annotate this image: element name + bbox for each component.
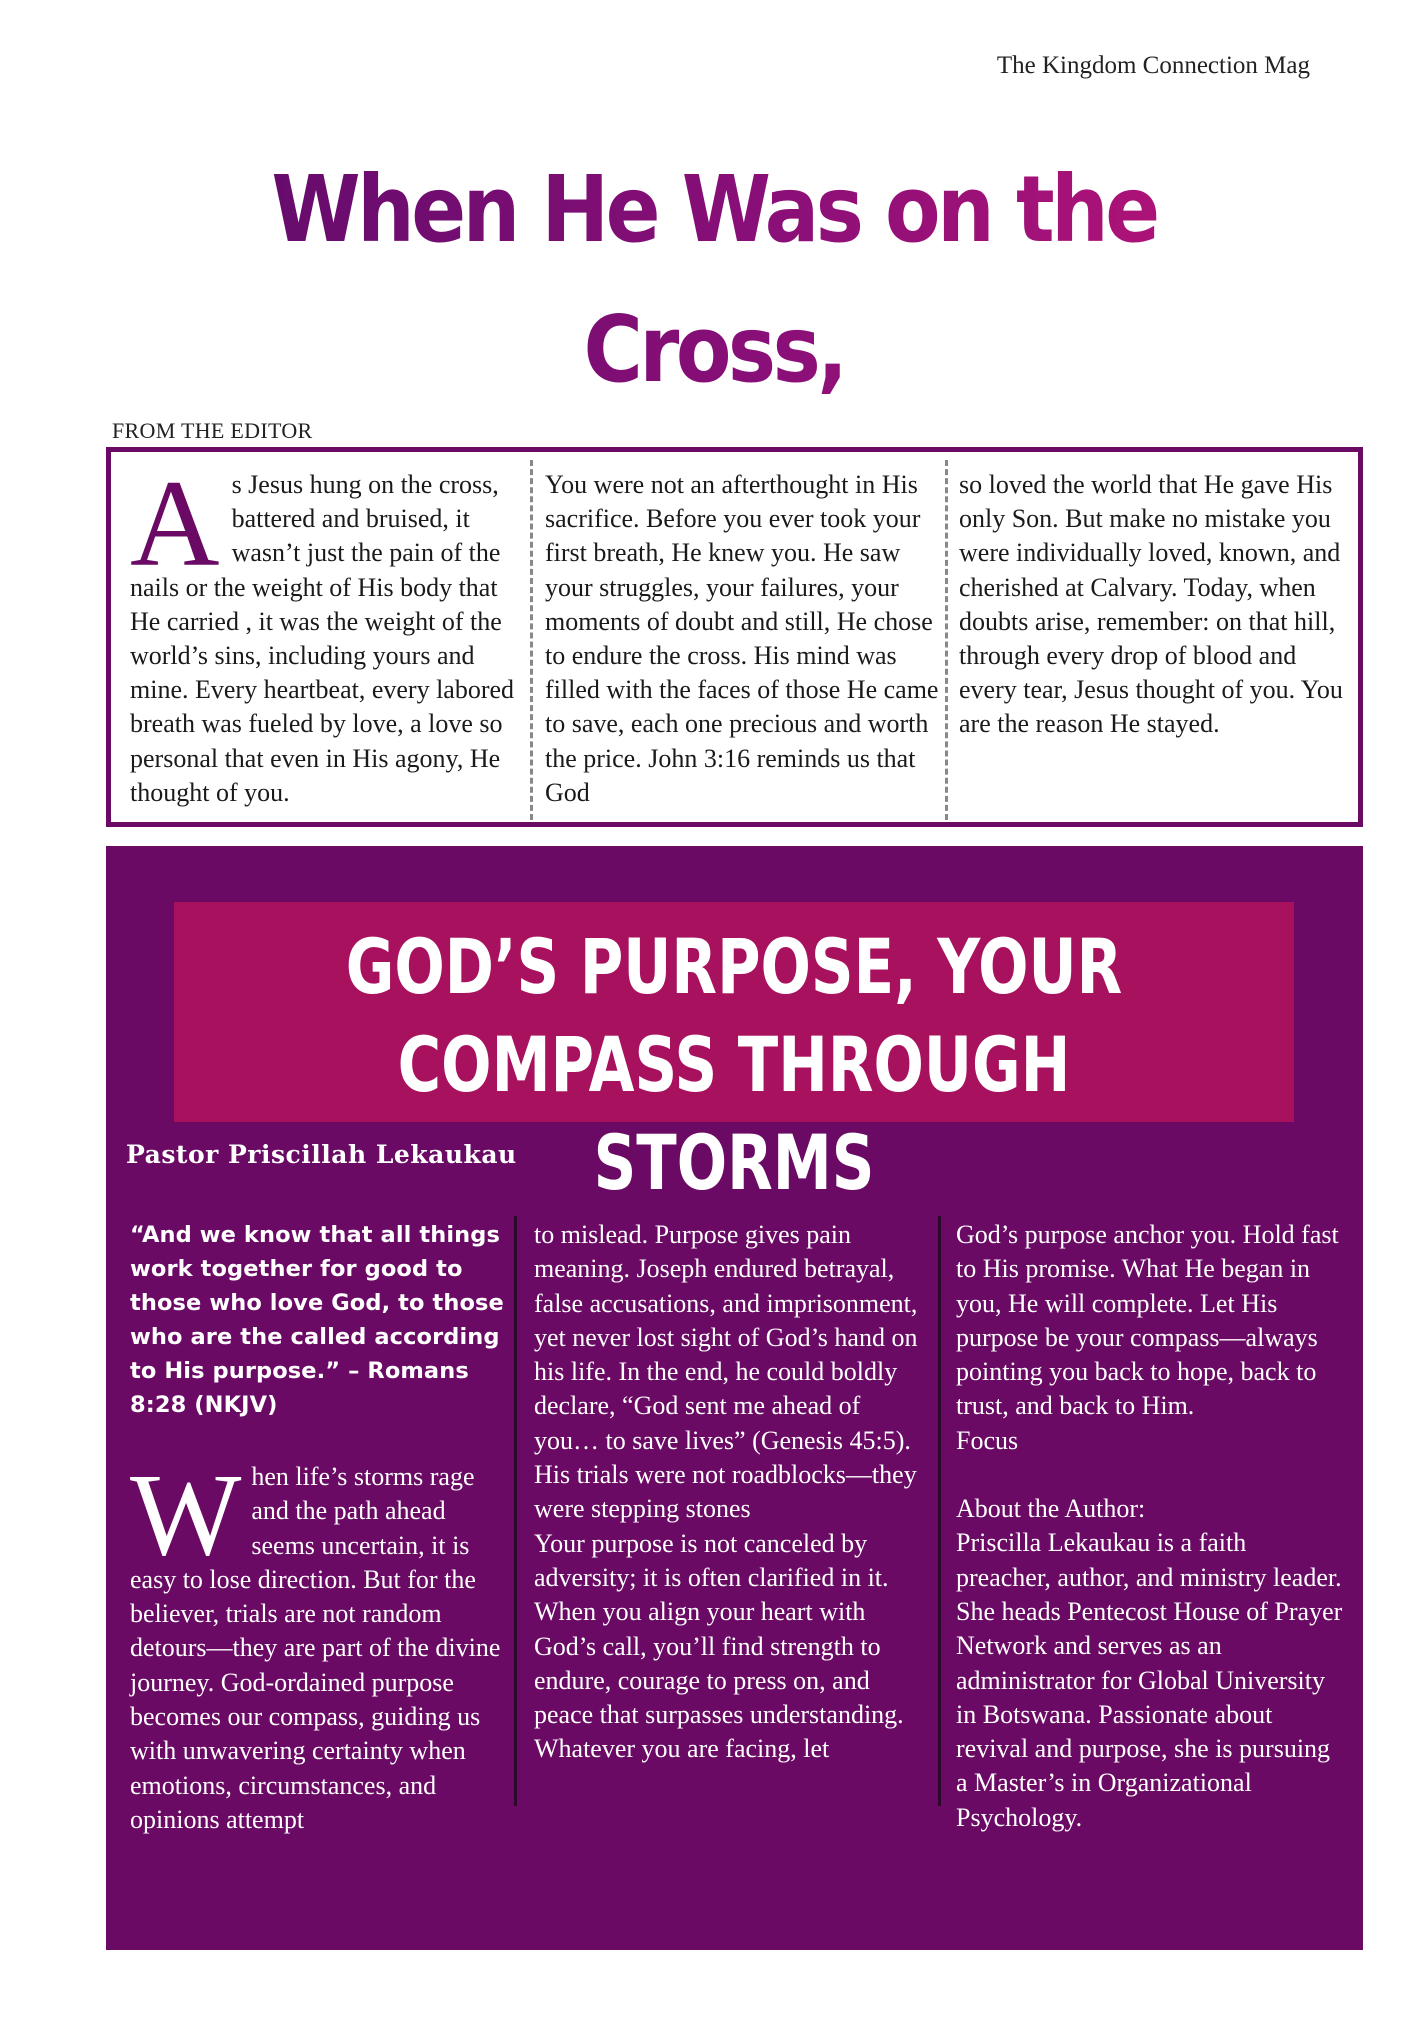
- author-byline: Pastor Priscillah Lekaukau: [126, 1140, 517, 1169]
- column-divider: [514, 1216, 517, 1806]
- editorial-title-line-1: When He Was on the Cross,: [271, 156, 1157, 403]
- feature-column-1: [130, 1218, 510, 1938]
- editorial-col3-text: so loved the world that He gave His only Son. But make no mistake you were individually loved, known, and cherished at Calvary. Today, when doubts arise, remember: on that hill, through every drop of blood and every tear, Jesus thought of you. You are the reason He stayed.: [959, 470, 1343, 739]
- editorial-column-3: [959, 468, 1355, 813]
- feature-article: [106, 846, 1363, 1950]
- dropcap: A: [130, 455, 220, 592]
- scripture-quote: “And we know that all things work together for good to those who love God, to those who are the called according to His purpose.” – Romans 8:28 (NKJV): [130, 1222, 504, 1418]
- feature-col3-para-1: God’s purpose anchor you. Hold fast to His promise. What He began in you, He will complete. Let His purpose be your compass—always pointing you back to hope, back to trust, and back to Him.: [956, 1220, 1339, 1421]
- feature-col2-para-3: Whatever you are facing, let: [534, 1734, 830, 1764]
- editorial-column-2: [545, 468, 940, 813]
- paragraph-gap: [956, 1458, 1346, 1492]
- feature-column-2: [534, 1218, 919, 1938]
- about-author-heading: About the Author:: [956, 1494, 1146, 1524]
- section-kicker: FROM THE EDITOR: [112, 418, 313, 443]
- about-author-text: Priscilla Lekaukau is a faith preacher, author, and ministry leader. She heads Pentecost House of Prayer Network and serves as an administrator for Global University in Botswana. Passionate about revival and purpose, she is pursuing a Master’s in Organizational Psychology.: [956, 1528, 1343, 1832]
- magazine-name: The Kingdom Connection Mag: [996, 52, 1310, 79]
- editorial-paragraph: [130, 455, 530, 810]
- dropcap: W: [130, 1449, 242, 1580]
- feature-col1-text: hen life’s storms rage and the path ahead seems uncertain, it is easy to lose direction. But for the believer, trials are not random detours—they are part of the divine journey. God-ordained purpose becomes our compass, guiding us with unwavering certainty when emotions, circumstances, and opinions attempt: [130, 1462, 501, 1834]
- column-divider: [938, 1216, 941, 1806]
- editorial-box: [106, 447, 1363, 827]
- feature-paragraph: [130, 1449, 510, 1837]
- column-divider: [530, 460, 533, 820]
- feature-col3-para-2: Focus: [956, 1425, 1019, 1455]
- editorial-column-1: [130, 455, 530, 813]
- editorial-col1-text: s Jesus hung on the cross, battered and bruised, it wasn’t just the pain of the nails or the weight of His body that He carried , it was the weight of the world’s sins, including yours and mine. Every heartbeat, every labored breath was fueled by love, a love so personal that even in His agony, He thought of you.: [130, 470, 515, 807]
- feature-title-line-1: GOD’S PURPOSE, YOUR: [345, 922, 1123, 1011]
- feature-title-line-2: COMPASS THROUGH STORMS: [397, 1020, 1071, 1207]
- feature-col2-para-1: to mislead. Purpose gives pain meaning. Joseph endured betrayal, false accusations, and imprisonment, yet never lost sight of God’s hand on his life. In the end, he could boldly declare, “God sent me ahead of you… to save lives” (Genesis 45:5). His trials were not roadblocks—they were stepping stones: [534, 1220, 918, 1524]
- feature-column-3: [956, 1218, 1346, 1938]
- column-divider: [945, 460, 948, 820]
- feature-col2-para-2: Your purpose is not canceled by adversity; it is often clarified in it. When you align your heart with God’s call, you’ll find strength to endure, courage to press on, and peace that surpasses understanding.: [534, 1528, 904, 1730]
- editorial-col2-text: You were not an afterthought in His sacrifice. Before you ever took your first breath, He knew you. He saw your struggles, your failures, your moments of doubt and still, He chose to endure the cross. His mind was filled with the faces of those He came to save, each one precious and worth the price. John 3:16 reminds us that God: [545, 470, 939, 807]
